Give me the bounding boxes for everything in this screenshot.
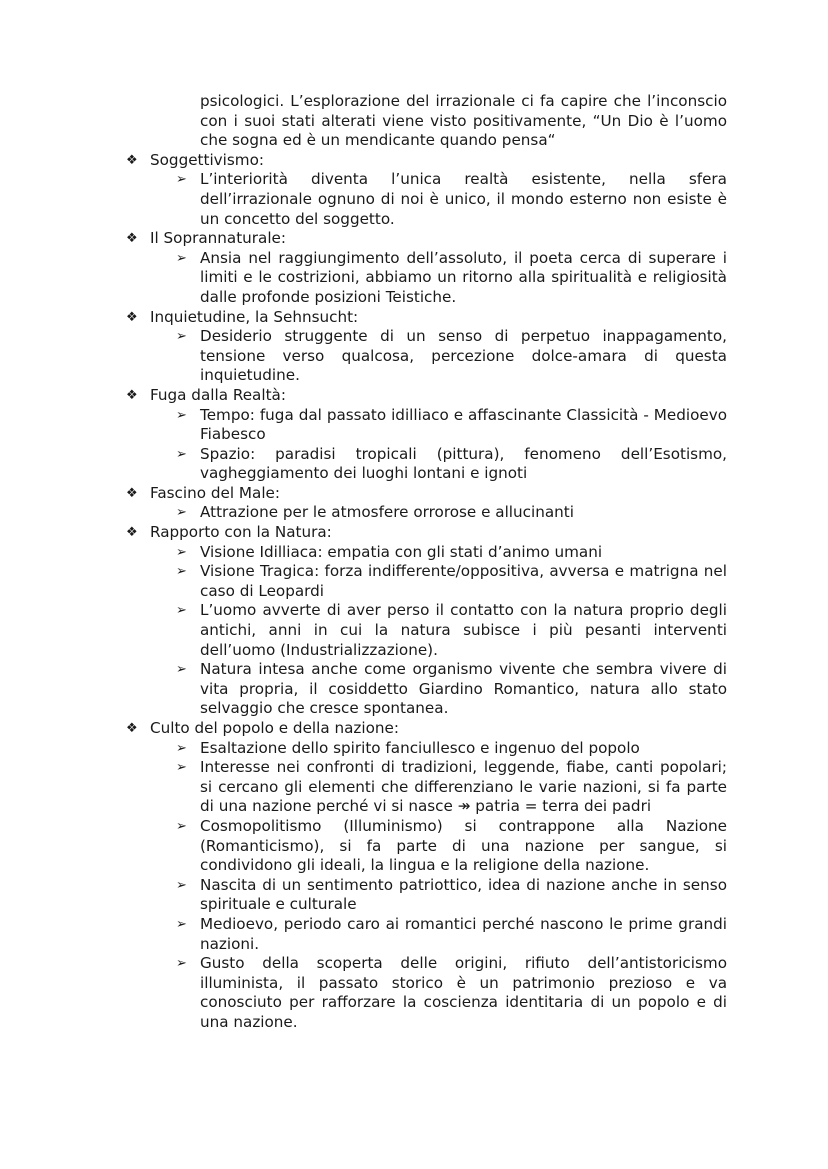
arrow-bullet-icon: ➢ xyxy=(176,564,187,580)
list-item xyxy=(176,327,727,386)
section-title: Culto del popolo e della nazione: xyxy=(150,719,399,737)
list-item-text: Ansia nel raggiungimento dell’assoluto, il poeta cerca di superare i limiti e le costrizioni, abbiamo un ritorno alla spiritualità e religiosità dalle profonde posizioni Teistiche. xyxy=(200,248,727,306)
sub-list xyxy=(150,739,828,1033)
list-item-text: Interesse nei confronti di tradizioni, leggende, fiabe, canti popolari; si cercano gli elementi che differenziano le varie nazioni, si fa parte di una nazione perché vi si nasce ↠ patria = terra dei padri xyxy=(200,758,727,816)
section-title: Il Soprannaturale: xyxy=(150,229,287,248)
section-item xyxy=(126,385,727,406)
section-title: Fuga dalla Realtà: xyxy=(150,385,286,404)
list-item-text: Nascita di un sentimento patriottico, idea di nazione anche in senso spirituale e culturale xyxy=(200,875,727,914)
arrow-bullet-icon: ➢ xyxy=(176,250,187,266)
document-page xyxy=(0,92,828,1033)
list-item xyxy=(176,170,727,229)
list-item-text: Attrazione per le atmosfere orrorose e allucinanti xyxy=(200,503,574,522)
list-item xyxy=(176,758,727,817)
section-item xyxy=(126,307,727,328)
sub-list xyxy=(150,170,828,229)
arrow-bullet-icon: ➢ xyxy=(176,407,187,423)
diamond-bullet-icon: ❖ xyxy=(126,387,138,403)
list-item xyxy=(176,875,727,915)
list-item xyxy=(176,660,727,719)
list-item-text: Spazio: paradisi tropicali (pittura), fenomeno dell’Esotismo, vagheggiamento dei luoghi lontani e ignoti xyxy=(200,444,727,483)
diamond-bullet-icon: ❖ xyxy=(126,231,138,247)
arrow-bullet-icon: ➢ xyxy=(176,760,187,776)
section-item xyxy=(126,523,727,543)
list-item xyxy=(176,562,727,601)
arrow-bullet-icon: ➢ xyxy=(176,172,187,188)
list-item xyxy=(176,542,727,563)
arrow-bullet-icon: ➢ xyxy=(176,877,187,893)
arrow-bullet-icon: ➢ xyxy=(176,603,187,619)
list-item xyxy=(176,503,727,523)
list-item-text: Cosmopolitismo (Illuminismo) si contrappone alla Nazione (Romanticismo), si fa parte di una nazione per sangue, si condividono gli ideali, la lingua e la religione della nazione. xyxy=(200,816,727,875)
list-item-text: Tempo: fuga dal passato idilliaco e affascinante Classicità - Medioevo Fiabesco xyxy=(200,405,727,444)
section-title: Fascino del Male: xyxy=(150,483,280,502)
list-item-text: Visione Idilliaca: empatia con gli stati d’animo umani xyxy=(200,542,603,561)
sub-list xyxy=(150,543,828,719)
sub-list xyxy=(150,406,828,484)
list-item-text: Natura intesa anche come organismo vivente che sembra vivere di vita propria, il cosiddetto Giardino Romantico, natura allo stato selvaggio che cresce spontanea. xyxy=(200,660,727,718)
list-item xyxy=(176,444,727,484)
arrow-bullet-icon: ➢ xyxy=(176,818,187,834)
list-item xyxy=(176,405,727,445)
sub-list xyxy=(150,503,828,523)
list-item-text: Esaltazione dello spirito fanciullesco e ingenuo del popolo xyxy=(200,738,640,757)
section-item xyxy=(126,719,727,739)
list-item-text: Visione Tragica: forza indifferente/oppositiva, avversa e matrigna nel caso di Leopardi xyxy=(200,562,727,600)
diamond-bullet-icon: ❖ xyxy=(126,721,138,736)
arrow-bullet-icon: ➢ xyxy=(176,956,187,972)
list-item-text: L’interiorità diventa l’unica realtà esistente, nella sfera dell’irrazionale ognuno di noi è unico, il mondo esterno non esiste è un concetto del soggetto. xyxy=(200,170,727,228)
section-title: Rapporto con la Natura: xyxy=(150,523,332,542)
arrow-bullet-icon: ➢ xyxy=(176,544,187,560)
diamond-bullet-icon: ❖ xyxy=(126,525,138,541)
diamond-bullet-icon: ❖ xyxy=(126,309,138,325)
sub-list xyxy=(150,327,828,386)
list-item-text: Desiderio struggente di un senso di perpetuo inappagamento, tensione verso qualcosa, percezione dolce-amara di questa inquietudine. xyxy=(200,327,727,385)
list-item xyxy=(176,248,727,308)
list-item xyxy=(176,601,727,660)
list-item xyxy=(176,914,727,954)
list-item xyxy=(176,816,727,876)
list-item xyxy=(176,738,727,759)
list-item-text: Medioevo, periodo caro ai romantici perché nascono le prime grandi nazioni. xyxy=(200,914,727,953)
arrow-bullet-icon: ➢ xyxy=(176,740,187,756)
list-item xyxy=(176,954,727,1032)
arrow-bullet-icon: ➢ xyxy=(176,329,187,345)
section-item xyxy=(126,150,727,171)
intro-continuation: psicologici. L’esplorazione del irrazionale ci fa capire che l’inconscio con i suoi stati alterati viene visto positivamente, “Un Dio è l’uomo che sogna ed è un mendicante quando pensa“ xyxy=(200,92,727,150)
list-item-text: L’uomo avverte di aver perso il contatto con la natura proprio degli antichi, anni in cui la natura subisce i più pesanti interventi dell’uomo (Industrializzazione). xyxy=(200,601,727,659)
arrow-bullet-icon: ➢ xyxy=(176,662,187,678)
diamond-bullet-icon: ❖ xyxy=(126,152,138,168)
list-item-text: Gusto della scoperta delle origini, rifiuto dell’antistoricismo illuminista, il passato storico è un patrimonio prezioso e va conosciuto per rafforzare la coscienza identitaria di un popolo e di una nazione. xyxy=(200,954,727,1031)
sub-list xyxy=(150,249,828,308)
section-list xyxy=(0,151,828,1033)
section-title: Soggettivismo: xyxy=(150,150,265,169)
section-item xyxy=(126,229,727,249)
section-item xyxy=(126,483,727,504)
arrow-bullet-icon: ➢ xyxy=(176,505,187,521)
section-title: Inquietudine, la Sehnsucht: xyxy=(150,307,359,326)
arrow-bullet-icon: ➢ xyxy=(176,446,187,462)
diamond-bullet-icon: ❖ xyxy=(126,485,138,501)
arrow-bullet-icon: ➢ xyxy=(176,916,187,932)
